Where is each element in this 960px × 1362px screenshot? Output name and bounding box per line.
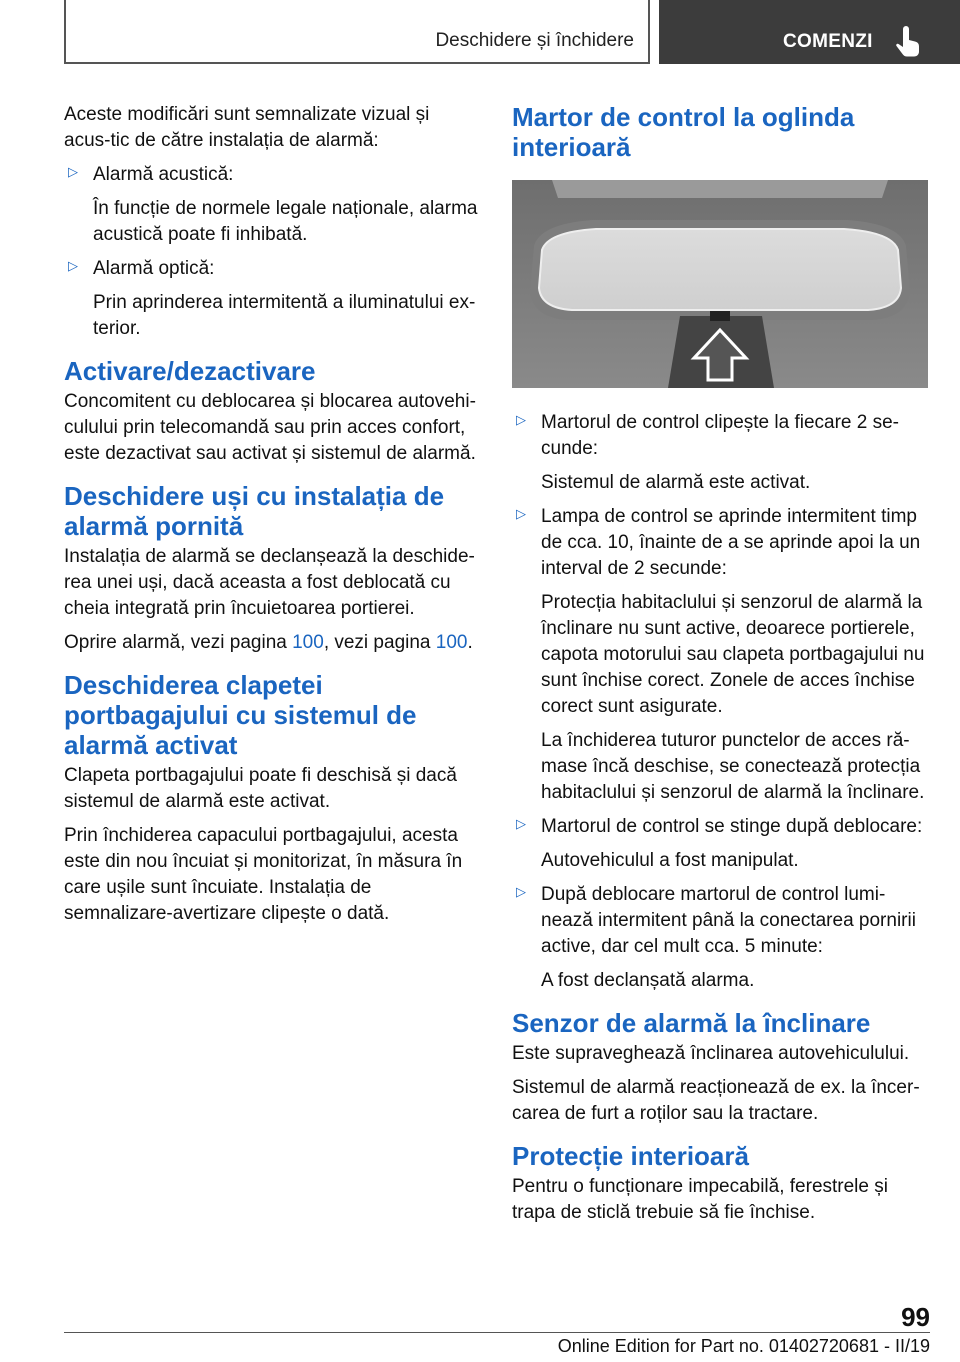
- bullet-label: Alarmă optică:: [93, 258, 215, 279]
- list-item: [512, 814, 928, 874]
- list-item: [512, 410, 928, 496]
- heading-activation: Activare/dezactivare: [64, 356, 316, 386]
- page-link[interactable]: 100: [435, 632, 468, 653]
- bullet-subtext: Sistemul de alarmă este activat.: [541, 472, 811, 493]
- triangle-bullet-icon: ▷: [68, 258, 78, 273]
- heading-doors-alarm: Deschidere uși cu instalația de alarmă pornită: [64, 481, 445, 541]
- list-item: [512, 882, 928, 994]
- list-item: [512, 504, 928, 806]
- tailgate-text-2: Prin închiderea capacului portbagajului, acesta este din nou încuiat și monitorizat, în măsura în care ușile sunt încuiate. Instalația de semnalizare-avertizare clipește o dată.: [64, 825, 463, 924]
- triangle-bullet-icon: ▷: [516, 412, 526, 427]
- bullet-text: Martorul de control clipește la fiecare 2 se-cunde:: [541, 412, 899, 459]
- tilt-text-2: Sistemul de alarmă reacționează de ex. la încer-carea de furt a roților sau la tractare.: [512, 1077, 920, 1124]
- heading-tailgate: Deschiderea clapetei portbagajului cu sistemul de alarmă activat: [64, 670, 417, 760]
- heading-tilt-sensor: Senzor de alarmă la înclinare: [512, 1008, 871, 1038]
- section-header: [64, 0, 650, 64]
- intro-text: Aceste modificări sunt semnalizate vizual și acus-tic de către instalația de alarmă:: [64, 104, 430, 151]
- activation-text: Concomitent cu deblocarea și blocarea autovehi-culului prin telecomandă sau prin acces confort, este dezactivat sau activat și sistemul de alarmă.: [64, 391, 476, 464]
- triangle-bullet-icon: ▷: [516, 506, 526, 521]
- interior-text: Pentru o funcționare impecabilă, ferestrele și trapa de sticlă trebuie să fie închise.: [512, 1176, 888, 1223]
- bullet-label: Alarmă acustică:: [93, 164, 234, 185]
- edition-note: Online Edition for Part no. 01402720681 - II/19: [557, 1336, 930, 1356]
- list-item: [64, 162, 479, 248]
- chapter-tab[interactable]: [659, 0, 960, 64]
- bullet-text: Martorul de control se stinge după deblocare:: [541, 816, 923, 837]
- tilt-text-1: Este supraveghează înclinarea autovehiculului.: [512, 1043, 910, 1064]
- triangle-bullet-icon: ▷: [516, 816, 526, 831]
- page-number: 99: [901, 1302, 930, 1332]
- bullet-text: După deblocare martorul de control lumi-nează intermitent până la conectarea pornirii active, dar cel mult cca. 5 minute:: [541, 884, 916, 957]
- bullet-subtext: Protecția habitaclului și senzorul de alarmă la înclinare nu sunt active, deoarece portierele, capota motorului sau clapeta portbagajului nu sunt închise corect. Zonele de acces închise corect sunt asigurate.: [541, 592, 925, 717]
- rearview-mirror-illustration: [512, 180, 928, 388]
- bullet-subtext: A fost declanșată alarma.: [541, 970, 755, 991]
- footer-divider: [64, 1332, 930, 1333]
- stop-alarm-text: Oprire alarmă, vezi pagina 100, vezi pagina 100.: [64, 632, 473, 653]
- left-column: [64, 102, 479, 935]
- triangle-bullet-icon: ▷: [68, 164, 78, 179]
- heading-interior-protection: Protecție interioară: [512, 1141, 749, 1171]
- hand-pointer-icon: [893, 26, 923, 58]
- triangle-bullet-icon: ▷: [516, 884, 526, 899]
- tailgate-text-1: Clapeta portbagajului poate fi deschisă și dacă sistemul de alarmă este activat.: [64, 765, 457, 812]
- heading-mirror-indicator: Martor de control la oglinda interioară: [512, 102, 855, 162]
- list-item: [64, 256, 479, 342]
- bullet-subtext: Autovehiculul a fost manipulat.: [541, 850, 799, 871]
- bullet-subtext: La închiderea tuturor punctelor de acces ră-mase încă deschise, se conectează protecția habitaclului și senzorul de alarmă la înclinare.: [541, 730, 925, 803]
- doors-text: Instalația de alarmă se declanșează la deschide-rea unei uși, dacă aceasta a fost deblocată cu cheia integrată prin încuietoarea portierei.: [64, 546, 475, 619]
- bullet-text: În funcție de normele legale naționale, alarma acustică poate fi inhibată.: [93, 198, 478, 245]
- bullet-text: Prin aprinderea intermitentă a iluminatului ex-terior.: [93, 292, 476, 339]
- page-link[interactable]: 100: [292, 632, 324, 653]
- chapter-title: COMENZI: [783, 31, 873, 52]
- right-column: [512, 102, 928, 1234]
- section-title: Deschidere și închidere: [435, 30, 634, 51]
- bullet-text: Lampa de control se aprinde intermitent timp de cca. 10, înainte de a se aprinde apoi la un interval de 2 secunde:: [541, 506, 921, 579]
